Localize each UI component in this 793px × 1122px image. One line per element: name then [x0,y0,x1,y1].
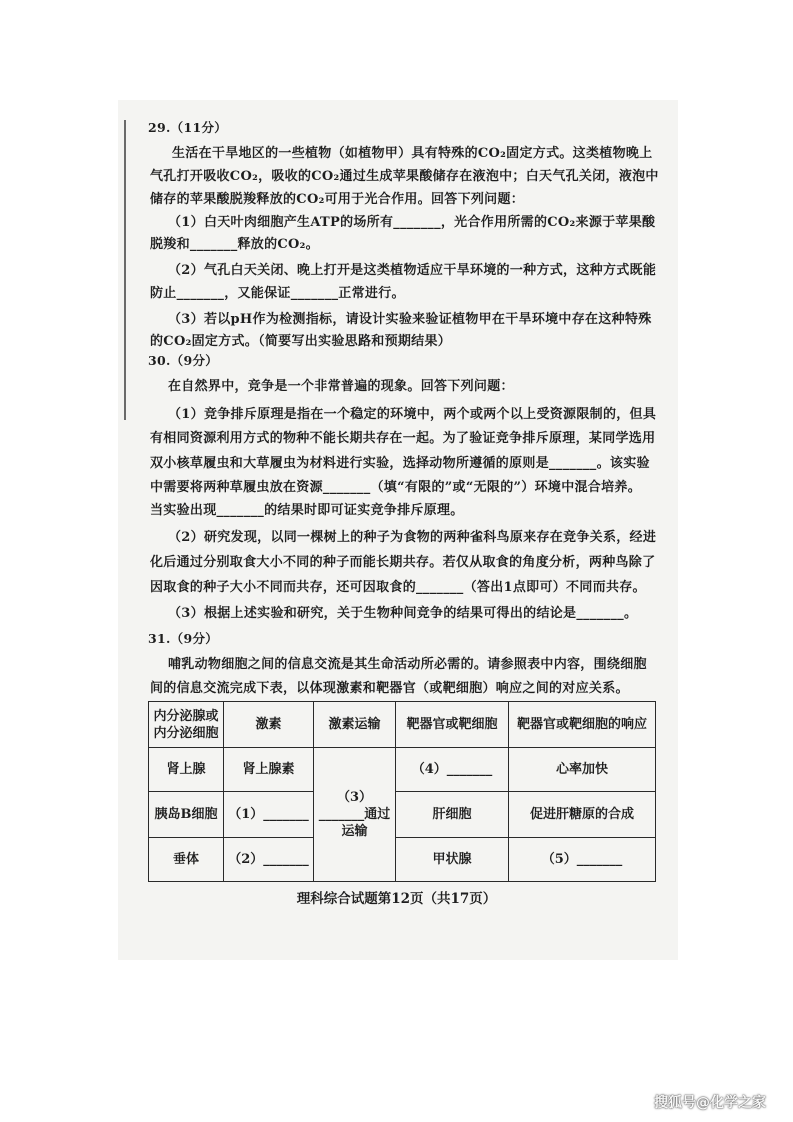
table-cell: （2）_______ [224,838,314,882]
q30-header: 30.（9分） [148,353,219,368]
q30-p1-line1: （1）竞争排斥原理是指在一个稳定的环境中，两个或两个以上受资源限制的，但具 [168,407,657,422]
table-cell: 甲状腺 [396,838,509,882]
q29-p2-line1: （2）气孔白天关闭、晚上打开是这类植物适应干旱环境的一种方式，这种方式既能 [168,263,657,278]
table-header-row [149,702,656,748]
table-cell: 胰岛B细胞 [149,792,224,838]
q29-p1-line2: 脱羧和_______释放的CO₂。 [150,237,319,252]
hormone-response-table [148,701,656,882]
table-cell: （1）_______ [224,792,314,838]
table-row [149,792,656,838]
q29-header: 29.（11分） [148,120,228,135]
page-footer: 理科综合试题第12页（共17页） [296,891,497,907]
q30-p2-line1: （2）研究发现，以同一棵树上的种子为食物的两种雀科鸟原来存在竞争关系，经进 [168,530,657,545]
q29-intro-2: 气孔打开吸收CO₂，吸收的CO₂通过生成苹果酸储存在液泡中；白天气孔关闭，液泡中 [150,169,659,184]
table-cell: 肝细胞 [396,792,509,838]
q30-p2-line3: 因取食的种子大小不同而共存，还可因取食的_______（答出1点即可）不同而共存。 [150,580,646,595]
watermark: 搜狐号@化学之家 [654,1095,766,1111]
q29-p3-line2: 的CO₂固定方式。（简要写出实验思路和预期结果） [150,334,452,349]
table-cell: 垂体 [149,838,224,882]
q30-p2-line2: 化后通过分别取食大小不同的种子而能长期共存。若仅从取食的角度分析，两种鸟除了 [150,555,656,570]
table-header-cell: 激素 [224,702,314,748]
table-row [149,748,656,792]
q31-intro-2: 间的信息交流完成下表，以体现激素和靶器官（或靶细胞）响应之间的对应关系。 [150,681,629,696]
table-cell: 心率加快 [509,748,656,792]
q29-intro-3: 储存的苹果酸脱羧释放的CO₂可用于光合作用。回答下列问题： [150,192,525,207]
table-header-cell: 靶器官或靶细胞的响应 [509,702,656,748]
q30-intro: 在自然界中，竞争是一个非常普遍的现象。回答下列问题： [168,379,514,394]
table-cell: （4）_______ [396,748,509,792]
q29-p2-line2: 防止_______，又能保证_______正常进行。 [150,286,405,301]
q29-p1-line1: （1）白天叶肉细胞产生ATP的场所有_______，光合作用所需的CO₂来源于苹果酸 [168,215,656,230]
q30-p1-line4: 中需要将两种草履虫放在资源_______（填“有限的”或“无限的”）环境中混合培养。 [150,480,642,495]
table-cell-merged: （3）_______通过运输 [314,748,396,882]
table-cell: （5）_______ [509,838,656,882]
table-header-cell: 靶器官或靶细胞 [396,702,509,748]
q31-intro-1: 哺乳动物细胞之间的信息交流是其生命活动所必需的。请参照表中内容，围绕细胞 [168,657,647,672]
margin-line [124,120,126,420]
table-header-cell: 内分泌腺或内分泌细胞 [149,702,224,748]
q30-p3: （3）根据上述实验和研究，关于生物种间竞争的结果可得出的结论是_______。 [168,606,638,621]
q29-p3-line1: （3）若以pH作为检测指标，请设计实验来验证植物甲在干旱环境中存在这种特殊 [168,312,652,327]
table-row [149,838,656,882]
table-cell: 肾上腺 [149,748,224,792]
table-cell: 肾上腺素 [224,748,314,792]
q31-header: 31.（9分） [148,631,219,646]
q30-p1-line3: 双小核草履虫和大草履虫为材料进行实验，选择动物所遵循的原则是_______。该实验 [150,456,650,471]
table-cell: 促进肝糖原的合成 [509,792,656,838]
q29-intro-1: 生活在干旱地区的一些植物（如植物甲）具有特殊的CO₂固定方式。这类植物晚上 [172,146,653,161]
q30-p1-line5: 当实验出现_______的结果时即可证实竞争排斥原理。 [150,503,464,518]
table-header-cell: 激素运输 [314,702,396,748]
q30-p1-line2: 有相同资源利用方式的物种不能长期共存在一起。为了验证竞争排斥原理，某同学选用 [150,431,656,446]
